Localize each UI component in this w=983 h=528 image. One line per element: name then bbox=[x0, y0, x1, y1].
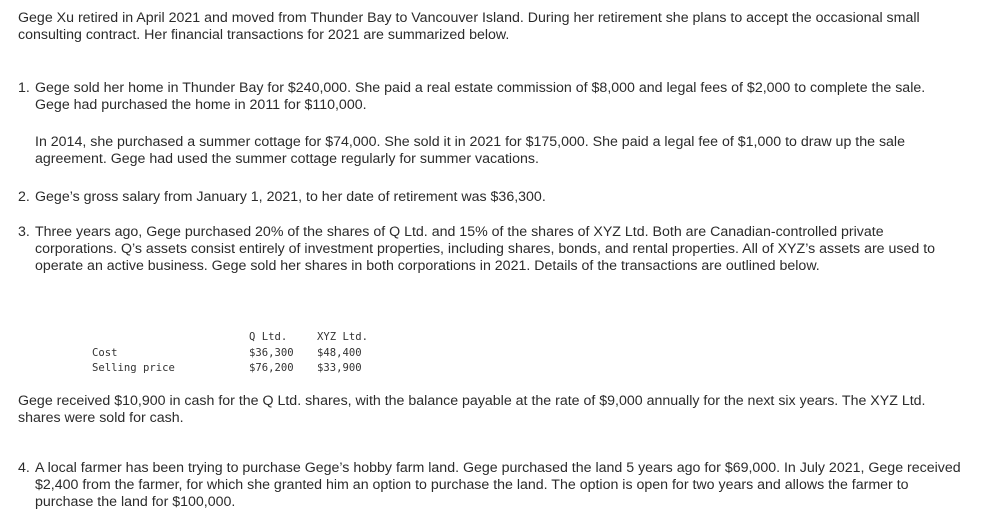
item-number: 1. bbox=[18, 80, 30, 96]
item-text: Gege sold her home in Thunder Bay for $240,000. She paid a real estate commission of $8,000 and legal fees of $2,000 to complete the sale. Gege had purchased the home in 2011 for $110,000. bbox=[35, 80, 926, 113]
item-text: Three years ago, Gege purchased 20% of the shares of Q Ltd. and 15% of the shares of XYZ Ltd. Both are Canadian-controlled private corporations. Q’s assets consist entirely of investment properties, including shares, bonds, and rental properties. All of XYZ’s assets are used to operate an active business. Gege sold her shares in both corporations in 2021. Details of the transactions are outlined below. bbox=[35, 224, 936, 274]
list-item-3 bbox=[18, 224, 963, 275]
intro-paragraph: Gege Xu retired in April 2021 and moved from Thunder Bay to Vancouver Island. During her retirement she plans to accept the occasional small consulting contract. Her financial transactions for 2021 are summarized below. bbox=[18, 10, 920, 43]
item-number: 2. bbox=[18, 189, 30, 205]
table-cell-selling-xyz: $33,900 bbox=[317, 362, 362, 374]
item-1-continuation: In 2014, she purchased a summer cottage for $74,000. She sold it in 2021 for $175,000. She paid a legal fee of $1,000 to draw up the sale agreement. Gege had used the summer cottage regularly for summer vacations. bbox=[35, 134, 905, 167]
list-item-4 bbox=[18, 460, 963, 511]
item-number: 3. bbox=[18, 224, 30, 240]
table-header-q-ltd: Q Ltd. bbox=[249, 331, 288, 343]
table-cell-selling-q: $76,200 bbox=[249, 362, 294, 374]
table-cell-cost-xyz: $48,400 bbox=[317, 347, 362, 359]
list-item-1 bbox=[18, 80, 963, 114]
table-header-xyz-ltd: XYZ Ltd. bbox=[317, 331, 369, 343]
table-cell-cost-q: $36,300 bbox=[249, 347, 294, 359]
payment-paragraph: Gege received $10,900 in cash for the Q Ltd. shares, with the balance payable at the rate of $9,000 annually for the next six years. The XYZ Ltd. shares were sold for cash. bbox=[18, 393, 926, 426]
list-item-2 bbox=[18, 189, 963, 206]
table-row-label-cost: Cost bbox=[92, 347, 118, 359]
item-text: Gege’s gross salary from January 1, 2021, to her date of retirement was $36,300. bbox=[35, 189, 546, 205]
item-text: A local farmer has been trying to purchase Gege’s hobby farm land. Gege purchased the land 5 years ago for $69,000. In July 2021, Gege received $2,400 from the farmer, for which she granted him an option to purchase the land. The option is open for two years and allows the farmer to purchase the land for $100,000. bbox=[35, 460, 961, 510]
table-row-label-selling-price: Selling price bbox=[92, 362, 175, 374]
item-number: 4. bbox=[18, 460, 30, 476]
